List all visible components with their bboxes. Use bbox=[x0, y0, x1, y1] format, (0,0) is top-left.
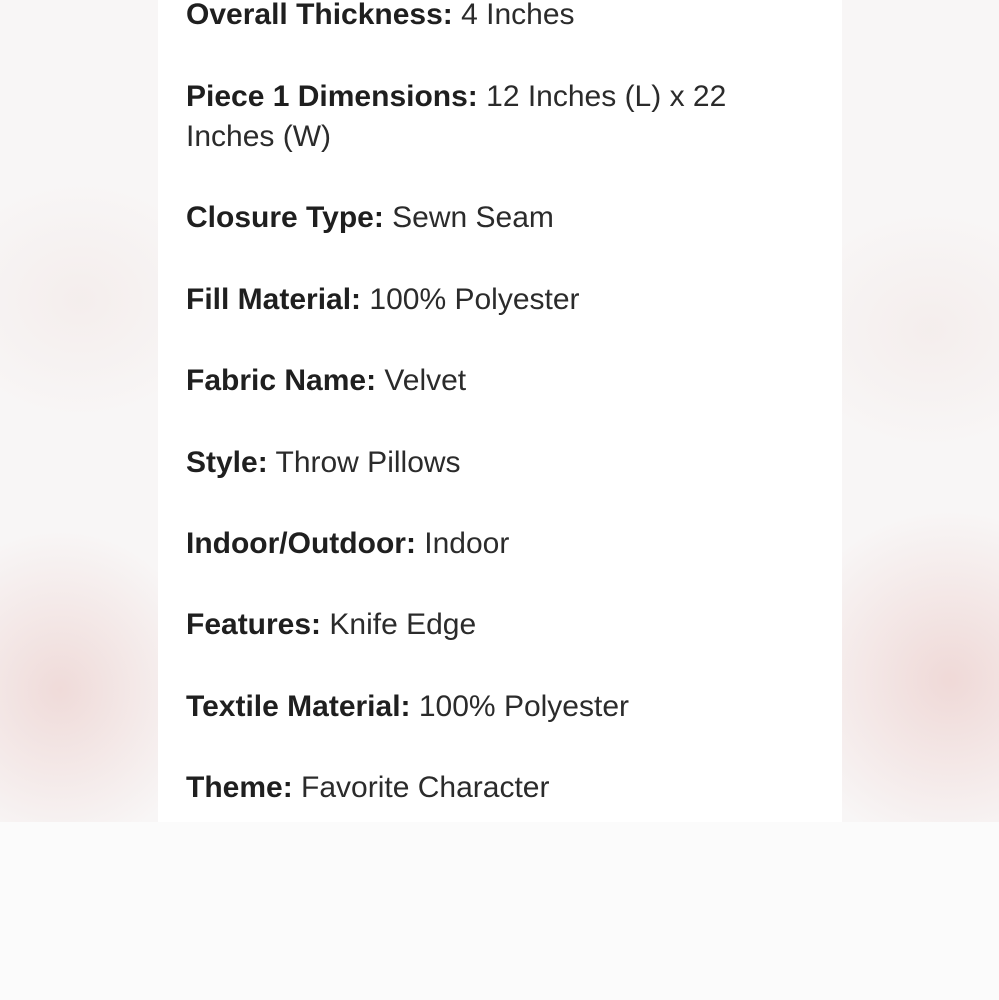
spec-value: Sewn Seam bbox=[392, 201, 554, 234]
product-specifications-panel bbox=[158, 0, 842, 822]
spec-value: Indoor bbox=[424, 527, 510, 560]
spec-value: Favorite Character bbox=[301, 771, 550, 804]
blank-footer-area bbox=[0, 822, 999, 1000]
spec-label: Textile Material: bbox=[186, 690, 411, 723]
spec-value: 12 Inches (L) x 22 Inches (W) bbox=[186, 80, 727, 153]
spec-value: 100% Polyester bbox=[418, 690, 629, 723]
spec-label: Overall Thickness: bbox=[186, 0, 453, 31]
spec-label: Indoor/Outdoor: bbox=[186, 527, 416, 560]
spec-label: Piece 1 Dimensions: bbox=[186, 80, 478, 113]
spec-value: 100% Polyester bbox=[369, 283, 580, 316]
spec-value: Throw Pillows bbox=[275, 446, 461, 479]
spec-value: Velvet bbox=[384, 364, 467, 397]
spec-theme bbox=[186, 768, 806, 808]
spec-value: 4 Inches bbox=[461, 0, 575, 31]
spec-label: Style: bbox=[186, 446, 268, 479]
spec-closure-type bbox=[186, 198, 806, 238]
spec-fabric-name bbox=[186, 361, 806, 401]
spec-label: Fill Material: bbox=[186, 283, 362, 316]
spec-label: Fabric Name: bbox=[186, 364, 377, 397]
spec-label: Theme: bbox=[186, 771, 293, 804]
spec-style bbox=[186, 443, 806, 483]
spec-indoor-outdoor bbox=[186, 524, 806, 564]
spec-overall-thickness bbox=[186, 0, 806, 35]
spec-textile-material bbox=[186, 687, 806, 727]
spec-label: Closure Type: bbox=[186, 201, 384, 234]
spec-features bbox=[186, 605, 806, 645]
spec-label: Features: bbox=[186, 608, 322, 641]
spec-value: Knife Edge bbox=[329, 608, 477, 641]
spec-fill-material bbox=[186, 280, 806, 320]
spec-piece-1-dimensions bbox=[186, 77, 796, 157]
